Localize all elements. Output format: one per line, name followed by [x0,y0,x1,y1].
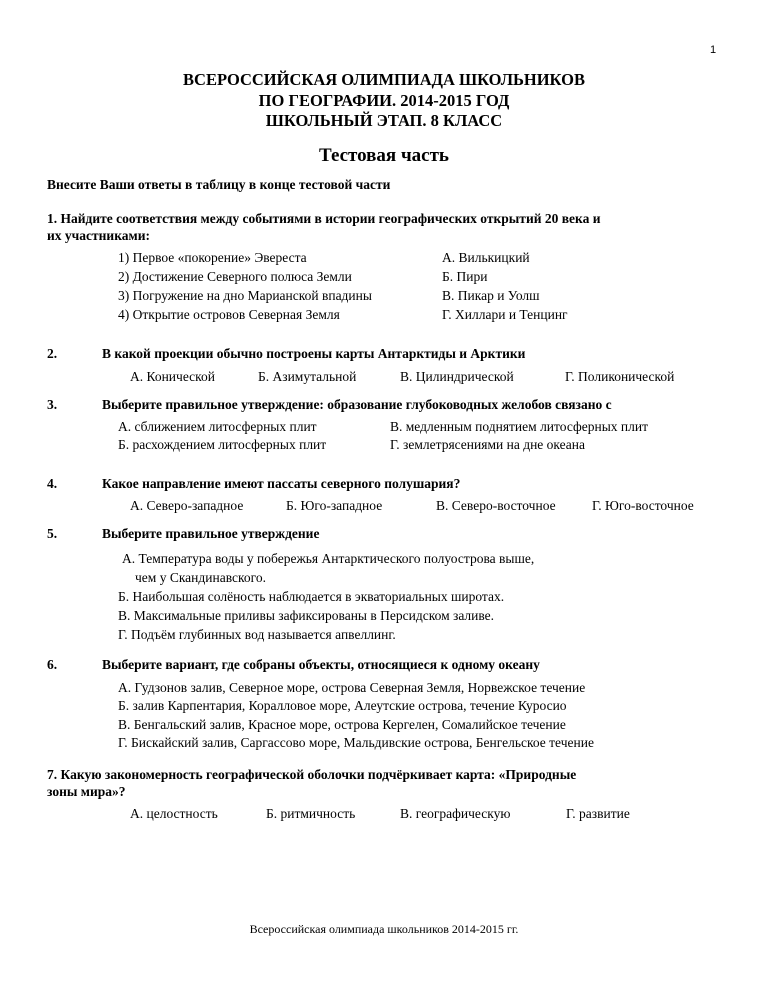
header-line-1: ВСЕРОССИЙСКАЯ ОЛИМПИАДА ШКОЛЬНИКОВ [183,70,585,89]
q1-right-item: В. Пикар и Уолш [442,288,540,303]
q2-option: Г. Поликонической [565,369,675,384]
q2-number: 2. [47,346,58,361]
q6-option: Б. залив Карпентария, Коралловое море, Алеутские острова, течение Куросио [118,698,567,713]
q6-option: Г. Бискайский залив, Саргассово море, Мальдивские острова, Бенгельское течение [118,735,594,750]
q5-option: чем у Скандинавского. [135,570,266,585]
q7-option: Б. ритмичность [266,806,356,821]
q7-text-line-2: зоны мира»? [47,784,126,799]
q1-left-item: 1) Первое «покорение» Эвереста [118,250,307,265]
q3-option: В. медленным поднятием литосферных плит [390,419,648,434]
instruction: Внесите Ваши ответы в таблицу в конце тестовой части [47,177,391,192]
q5-number: 5. [47,526,58,541]
header-line-3: ШКОЛЬНЫЙ ЭТАП. 8 КЛАСС [265,111,503,130]
page-number: 1 [710,44,717,56]
q5-option: В. Максимальные приливы зафиксированы в Персидском заливе. [118,608,495,623]
q3-option: Б. расхождением литосферных плит [118,437,327,452]
q7-option: А. целостность [130,806,218,821]
q6-text: Выберите вариант, где собраны объекты, относящиеся к одному океану [102,657,540,672]
q2-option: В. Цилиндрической [400,369,514,384]
q4-text: Какое направление имеют пассаты северного полушария? [102,476,461,491]
q5-option: Г. Подъём глубинных вод называется апвеллинг. [118,627,396,642]
q4-option: Б. Юго-западное [286,498,383,513]
q1-right-item: Г. Хиллари и Тенцинг [442,307,568,322]
footer: Всероссийская олимпиада школьников 2014-2015 гг. [249,922,519,936]
q4-option: Г. Юго-восточное [592,498,694,513]
q1-left-item: 3) Погружение на дно Марианской впадины [118,288,372,303]
q1-right-item: А. Вилькицкий [442,250,530,265]
q3-number: 3. [47,397,58,412]
q7-option: Г. развитие [566,806,630,821]
q2-text: В какой проекции обычно построены карты Антарктиды и Арктики [102,346,526,361]
q1-left-item: 4) Открытие островов Северная Земля [118,307,340,322]
q4-option: В. Северо-восточное [436,498,556,513]
q7-option: В. географическую [400,806,511,821]
q4-number: 4. [47,476,58,491]
q1-right-item: Б. Пири [442,269,488,284]
q3-text: Выберите правильное утверждение: образование глубоководных желобов связано с [102,397,612,412]
q1-text-line-1: 1. Найдите соответствия между событиями в истории географических открытий 20 века и [47,211,601,226]
q7-text-line-1: 7. Какую закономерность географической оболочки подчёркивает карта: «Природные [47,767,577,782]
q5-option: А. Температура воды у побережья Антарктического полуострова выше, [122,551,535,566]
q1-text-line-2: их участниками: [47,228,150,243]
header-line-2: ПО ГЕОГРАФИИ. 2014-2015 ГОД [258,91,510,110]
q6-number: 6. [47,657,58,672]
q3-option: А. сближением литосферных плит [118,419,317,434]
q5-text: Выберите правильное утверждение [102,526,320,541]
q2-option: Б. Азимутальной [258,369,357,384]
q2-option: А. Конической [130,369,215,384]
q4-option: А. Северо-западное [130,498,244,513]
section-title: Тестовая часть [319,145,449,166]
q6-option: А. Гудзонов залив, Северное море, острова Северная Земля, Норвежское течение [118,680,586,695]
q1-left-item: 2) Достижение Северного полюса Земли [118,269,352,284]
q6-option: В. Бенгальский залив, Красное море, острова Кергелен, Сомалийское течение [118,717,566,732]
q3-option: Г. землетрясениями на дне океана [390,437,585,452]
q5-option: Б. Наибольшая солёность наблюдается в экваториальных широтах. [118,589,505,604]
